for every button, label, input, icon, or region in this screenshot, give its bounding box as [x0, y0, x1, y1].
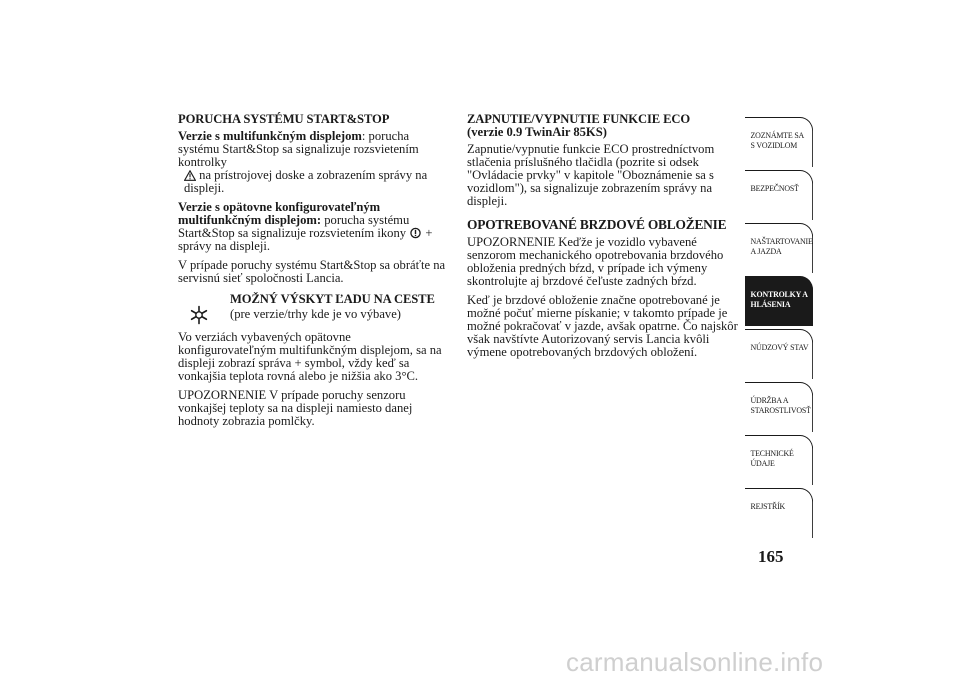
paragraph: Vo verziách vybavených opätovne konfigurovateľným multifunkčným displejom, sa na displeji zobrazí správa + symbol, vždy keď sa vonkajšia teplota rovná alebo je nižšia ako 3°C.	[178, 330, 442, 383]
paragraph: UPOZORNENIE Keďže je vozidlo vybavené senzorom mechanického opotrebovania brzdového obloženia predných bŕzd, v prípade ich výmeny skontrolujte aj brzdové čeľuste zadných bŕzd.	[467, 235, 724, 288]
tab-rejstrik[interactable]: REJSTŘÍK	[745, 488, 813, 538]
tab-nastartovanie[interactable]: NAŠTARTOVANIE A JAZDA	[745, 223, 813, 273]
text: porucha systému Start&Stop sa signalizuje rozsvietením ikony	[178, 213, 410, 240]
bold-lead: Verzie s opätovne konfigurovateľným multifunkčným displejom:	[178, 200, 381, 227]
ice-warning-block	[178, 293, 450, 321]
section-subtitle: (pre verzie/trhy kde je vo výbave)	[230, 307, 401, 321]
watermark: carmanualsonline.info	[566, 647, 824, 677]
paragraph: V prípade poruchy systému Start&Stop sa obráťte na servisnú sieť spoločnosti Lancia.	[178, 258, 446, 285]
paragraph	[178, 201, 450, 253]
text: + správy na displeji.	[178, 226, 433, 253]
paragraph: Keď je brzdové obloženie značne opotrebované je možné počuť mierne pískanie; v takomto prípade je možné pokračovať v jazde, avšak opatrne. Čo najskôr však navštívte Autorizovaný servis Lancia kvôli výmene opotrebovaných brzdových obložení.	[467, 293, 738, 359]
tab-bezpecnost[interactable]: BEZPEČNOSŤ	[745, 170, 813, 220]
tab-technicke-udaje[interactable]: TECHNICKÉ ÚDAJE	[745, 435, 813, 485]
section-title-eco: ZAPNUTIE/VYPNUTIE FUNKCIE ECO	[467, 112, 691, 126]
snowflake-icon	[189, 305, 209, 325]
section-title-start-stop: PORUCHA SYSTÉMU START&STOP	[178, 112, 390, 126]
text: na prístrojovej doske a zobrazením správy na displeji.	[184, 168, 428, 195]
warning-line	[184, 169, 450, 195]
tab-nudzovy-stav[interactable]: NÚDZOVÝ STAV	[745, 329, 813, 379]
bold-lead: Verzie s multifunkčným displejom	[178, 129, 362, 143]
text: : porucha systému Start&Stop sa signalizuje rozsvietením kontrolky	[178, 129, 419, 169]
tab-udrzba[interactable]: ÚDRŽBA A STAROSTLIVOSŤ	[745, 382, 813, 432]
left-column	[178, 113, 450, 434]
start-stop-fault-icon	[409, 227, 422, 239]
section-subtitle: (verzie 0.9 TwinAir 85KS)	[467, 125, 607, 139]
section-title-brakes: OPOTREBOVANÉ BRZDOVÉ OBLOŽENIE	[467, 217, 727, 232]
paragraph: UPOZORNENIE V prípade poruchy senzoru vonkajšej teploty sa na displeji namiesto danej hodnoty zobrazia pomlčky.	[178, 388, 413, 428]
chapter-tabs	[745, 117, 819, 541]
page-number: 165	[758, 547, 784, 566]
tab-kontrolky[interactable]: KONTROLKY A HLÁSENIA	[745, 276, 813, 326]
section-title-ice: MOŽNÝ VÝSKYT ĽADU NA CESTE	[230, 292, 435, 306]
paragraph	[178, 130, 450, 195]
tab-zoznamte-sa[interactable]: ZOZNÁMTE SA S VOZIDLOM	[745, 117, 813, 167]
paragraph: Zapnutie/vypnutie funkcie ECO prostredníctvom stlačenia príslušného tlačidla (pozrite si odsek "Ovládacie prvky" v kapitole "Oboznámenie sa s vozidlom"), sa signalizuje zobrazením správy na displeji.	[467, 142, 715, 208]
warning-triangle-icon	[184, 170, 196, 181]
right-column	[467, 113, 739, 365]
